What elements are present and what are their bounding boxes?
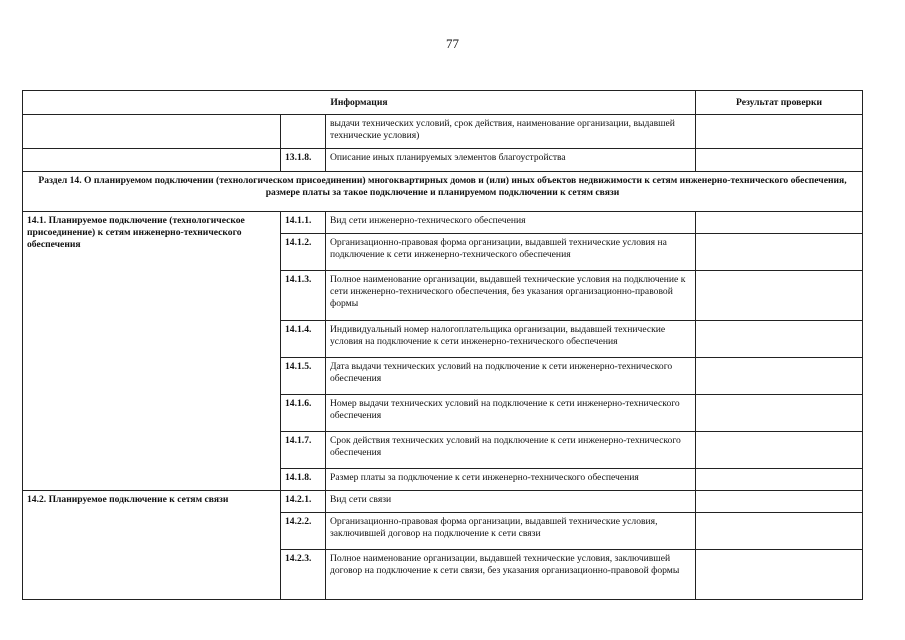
left-cell-empty bbox=[23, 149, 281, 172]
item-code: 14.1.1. bbox=[281, 212, 326, 234]
item-description: Организационно-правовая форма организации, выдавшей технические условия, заключившей договор на подключение к сети связи bbox=[326, 513, 696, 550]
section-title: Раздел 14. О планируемом подключении (технологическом присоединении) многоквартирных домов и (или) иных объектов недвижимости к сетям инженерно-технического обеспечения, размере платы за такое подключение и планируемом подключении к сетям связи bbox=[23, 172, 863, 212]
result-cell bbox=[696, 513, 863, 550]
item-code bbox=[281, 115, 326, 149]
item-description: Срок действия технических условий на подключение к сети инженерно-технического обеспечения bbox=[326, 432, 696, 469]
item-code: 14.1.4. bbox=[281, 321, 326, 358]
item-code: 14.1.3. bbox=[281, 271, 326, 321]
table-row bbox=[23, 491, 863, 513]
item-description: Индивидуальный номер налогоплательщика организации, выдавшей технические условия на подключение к сети инженерно-технического обеспечения bbox=[326, 321, 696, 358]
table-row bbox=[23, 212, 863, 234]
item-description: Вид сети инженерно-технического обеспечения bbox=[326, 212, 696, 234]
result-cell bbox=[696, 234, 863, 271]
result-cell bbox=[696, 395, 863, 432]
item-description: Размер платы за подключение к сети инженерно-технического обеспечения bbox=[326, 469, 696, 491]
item-code: 13.1.8. bbox=[281, 149, 326, 172]
header-result: Результат проверки bbox=[696, 91, 863, 115]
item-code: 14.1.6. bbox=[281, 395, 326, 432]
section-row bbox=[23, 172, 863, 212]
page-number: 77 bbox=[446, 36, 459, 51]
group-label: 14.1. Планируемое подключение (технологическое присоединение) к сетям инженерно-технического обеспечения bbox=[23, 212, 281, 491]
item-description: Полное наименование организации, выдавшей технические условия, заключившей договор на подключение к сети связи, без указания организационно-правовой формы bbox=[326, 550, 696, 600]
info-table bbox=[22, 90, 863, 600]
item-description: выдачи технических условий, срок действия, наименование организации, выдавшей технические условия) bbox=[326, 115, 696, 149]
item-description: Полное наименование организации, выдавшей технические условия на подключение к сети инженерно-технического обеспечения, без указания организационно-правовой формы bbox=[326, 271, 696, 321]
item-description: Номер выдачи технических условий на подключение к сети инженерно-технического обеспечения bbox=[326, 395, 696, 432]
result-cell bbox=[696, 469, 863, 491]
item-code: 14.2.2. bbox=[281, 513, 326, 550]
item-code: 14.1.7. bbox=[281, 432, 326, 469]
result-cell bbox=[696, 271, 863, 321]
header-info: Информация bbox=[23, 91, 696, 115]
result-cell bbox=[696, 149, 863, 172]
group-label: 14.2. Планируемое подключение к сетям связи bbox=[23, 491, 281, 600]
item-code: 14.1.2. bbox=[281, 234, 326, 271]
item-description: Дата выдачи технических условий на подключение к сети инженерно-технического обеспечения bbox=[326, 358, 696, 395]
item-description: Описание иных планируемых элементов благоустройства bbox=[326, 149, 696, 172]
item-code: 14.2.3. bbox=[281, 550, 326, 600]
left-cell-empty bbox=[23, 115, 281, 149]
result-cell bbox=[696, 358, 863, 395]
result-cell bbox=[696, 321, 863, 358]
result-cell bbox=[696, 212, 863, 234]
table-row bbox=[23, 115, 863, 149]
result-cell bbox=[696, 115, 863, 149]
result-cell bbox=[696, 432, 863, 469]
table-header-row bbox=[23, 91, 863, 115]
item-code: 14.1.5. bbox=[281, 358, 326, 395]
table-row bbox=[23, 149, 863, 172]
item-code: 14.1.8. bbox=[281, 469, 326, 491]
result-cell bbox=[696, 491, 863, 513]
item-description: Организационно-правовая форма организации, выдавшей технические условия на подключение к сети инженерно-технического обеспечения bbox=[326, 234, 696, 271]
result-cell bbox=[696, 550, 863, 600]
item-code: 14.2.1. bbox=[281, 491, 326, 513]
item-description: Вид сети связи bbox=[326, 491, 696, 513]
